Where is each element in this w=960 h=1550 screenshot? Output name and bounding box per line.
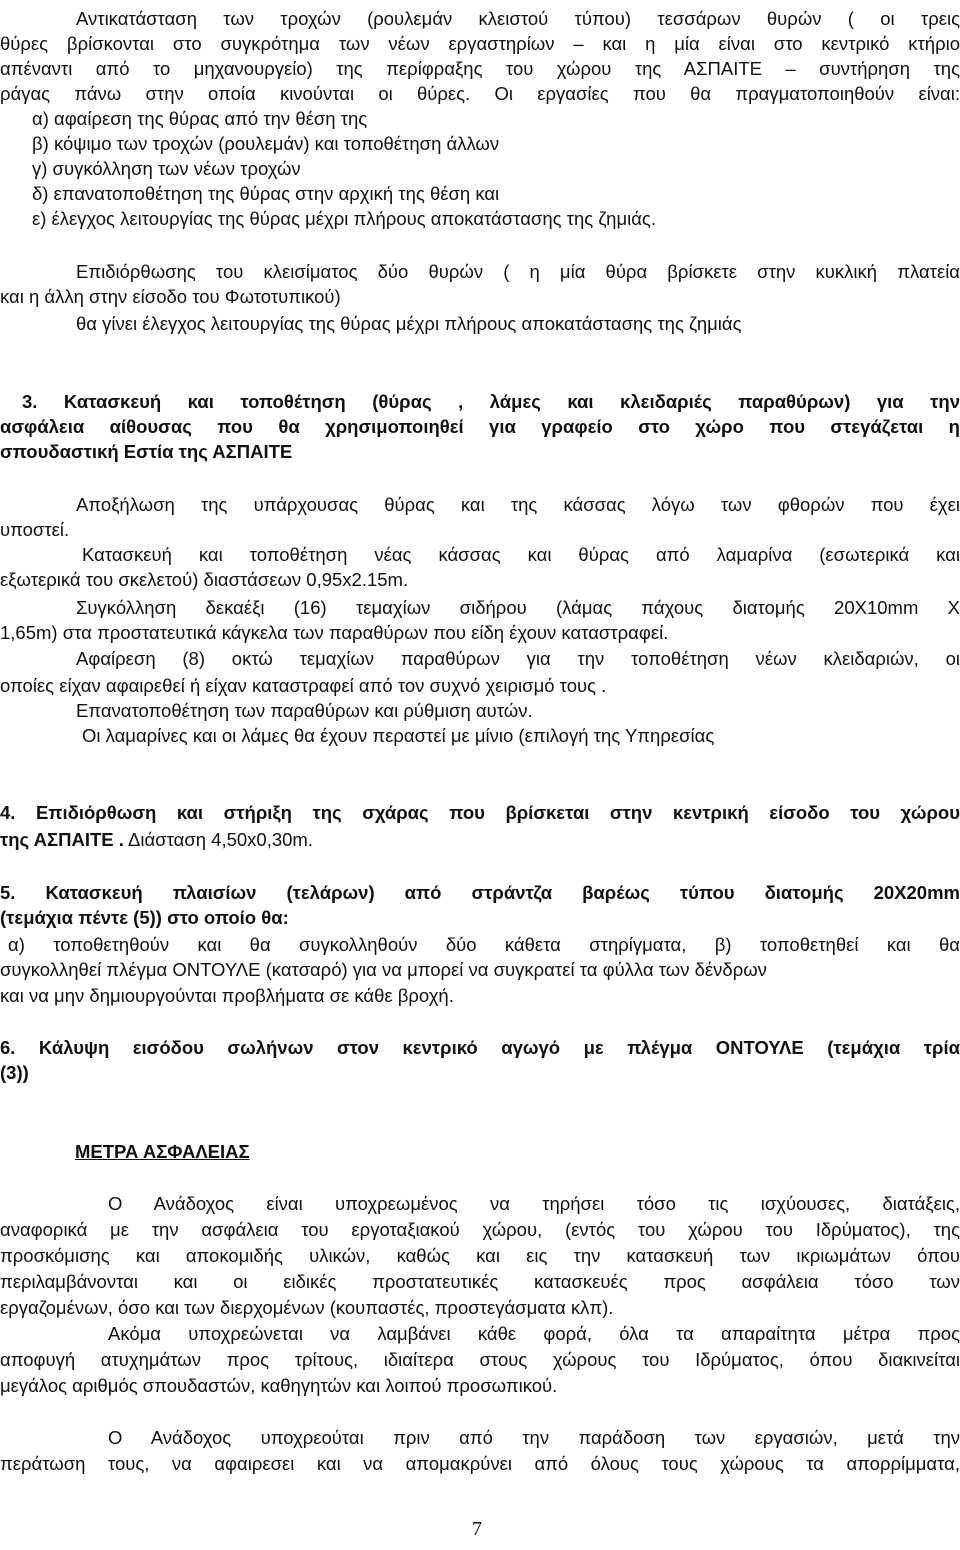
safety-p1-line: εργαζομένων, όσο και των διερχομένων (κουπαστές, προστεγάσματα κλπ).: [0, 1297, 614, 1318]
section3-heading-line1: 3. Κατασκευή και τοποθέτηση (θύρας , λάμες και κλειδαριές παραθύρων) για την: [22, 391, 960, 412]
safety-p2-line: μεγάλος αριθμός σπουδαστών, καθηγητών και λοιπού προσωπικού.: [0, 1375, 558, 1396]
section3-p1-line2: υποστεί.: [0, 519, 70, 540]
section6-heading-line2: (3)): [0, 1062, 29, 1083]
section5-line1: α) τοποθετηθούν και θα συγκολληθούν δύο κάθετα στηρίγματα, β) τοποθετηθεί και θα: [8, 934, 960, 955]
safety-p3-line: περάτωση τους, να αφαιρεσει και να απομακρύνει από όλους τους χώρους τα απορρίμματα,: [0, 1453, 960, 1474]
section1-line2: θύρες βρίσκονται στο συγκρότημα των νέων εργαστηρίων – και η μία είναι στο κεντρικό κτήριο: [0, 33, 960, 54]
section5-line3: και να μην δημιουργούνται προβλήματα σε κάθε βροχή.: [0, 985, 454, 1006]
repair-doors-line2: και η άλλη στην είσοδο του Φωτοτυπικού): [0, 286, 341, 307]
list-item: α) αφαίρεση της θύρας από την θέση της: [32, 108, 368, 129]
repair-doors-line3: θα γίνει έλεγχος λειτουργίας της θύρας μέχρι πλήρους αποκατάστασης της ζημιάς: [76, 313, 742, 334]
section5-heading-line2: (τεμάχια πέντε (5)) στο οποίο θα:: [0, 907, 289, 928]
safety-heading: ΜΕΤΡΑ ΑΣΦΑΛΕΙΑΣ: [75, 1141, 250, 1162]
section3-p1-line1: Αποξήλωση της υπάρχουσας θύρας και της κάσσας λόγω των φθορών που έχει: [76, 494, 960, 515]
list-item: γ) συγκόλληση των νέων τροχών: [32, 158, 301, 179]
section4-title-end: της ΑΣΠΑΙΤΕ .: [0, 829, 124, 850]
list-item: β) κόψιμο των τροχών (ρουλεμάν) και τοποθέτηση άλλων: [32, 133, 500, 154]
section3-p2-line2: εξωτερικά του σκελετού) διαστάσεων 0,95x2.15m.: [0, 569, 409, 590]
section3-p4-line2: οποίες είχαν αφαιρεθεί ή είχαν καταστραφεί από τον συχνό χειρισμό τους .: [0, 675, 607, 696]
section3-p4-line1: Αφαίρεση (8) οκτώ τεμαχίων παραθύρων για την τοποθέτηση νέων κλειδαριών, οι: [76, 648, 960, 669]
section1-line4: ράγας πάνω στην οποία κινούνται οι θύρες. Οι εργασίες που θα πραγματοποιηθούν είναι:: [0, 83, 960, 104]
section6-heading-line1: 6. Κάλυψη εισόδου σωλήνων στον κεντρικό αγωγό με πλέγμα ΟΝΤΟΥΛΕ (τεμάχια τρία: [0, 1037, 960, 1058]
section3-heading-line3: σπουδαστική Εστία της ΑΣΠΑΙΤΕ: [0, 441, 293, 462]
safety-p1-line: αναφορικά με την ασφάλεια του εργοταξιακού χώρου, (εντός του χώρου του Ιδρύματος), της: [0, 1219, 960, 1240]
list-item: δ) επανατοποθέτηση της θύρας στην αρχική της θέση και: [32, 183, 500, 204]
list-item: ε) έλεγχος λειτουργίας της θύρας μέχρι πλήρους αποκατάστασης της ζημιάς.: [32, 208, 656, 229]
safety-p1-line: περιλαμβάνονται και οι ειδικές προστατευτικές κατασκευές προς ασφάλεια τόσο των: [0, 1271, 960, 1292]
section5-heading-line1: 5. Κατασκευή πλαισίων (τελάρων) από στράντζα βαρέως τύπου διατομής 20Χ20mm: [0, 882, 960, 903]
section5-line2: συγκολληθεί πλέγμα ΟΝΤΟΥΛΕ (κατσαρό) για να μπορεί να συγκρατεί τα φύλλα των δένδρων: [0, 959, 767, 980]
safety-p1-line: Ο Ανάδοχος είναι υποχρεωμένος να τηρήσει τόσο τις ισχύουσες, διατάξεις,: [108, 1193, 960, 1214]
section3-p2-line1: Κατασκευή και τοποθέτηση νέας κάσσας και θύρας από λαμαρίνα (εσωτερικά και: [82, 544, 960, 565]
section4-heading-line1: 4. Επιδιόρθωση και στήριξη της σχάρας που βρίσκεται στην κεντρική είσοδο του χώρου: [0, 802, 960, 823]
safety-p2-line: Ακόμα υποχρεώνεται να λαμβάνει κάθε φορά, όλα τα απαραίτητα μέτρα προς: [108, 1323, 960, 1344]
section3-p3-line2: 1,65m) στα προστατευτικά κάγκελα των παραθύρων που είδη έχουν καταστραφεί.: [0, 622, 669, 643]
section3-p3-line1: Συγκόλληση δεκαέξι (16) τεμαχίων σιδήρου (λάμας πάχους διατομής 20Χ10mm Χ: [76, 597, 960, 618]
section1-line1: Αντικατάσταση των τροχών (ρουλεμάν κλειστού τύπου) τεσσάρων θυρών ( οι τρεις: [76, 8, 960, 29]
safety-p2-line: αποφυγή ατυχημάτων προς τρίτους, ιδιαίτερα στους χώρους του Ιδρύματος, όπου διακινείται: [0, 1349, 960, 1370]
page-number: 7: [472, 1518, 482, 1540]
section3-heading-line2: ασφάλεια αίθουσας που θα χρησιμοποιηθεί για γραφείο στο χώρο που στεγάζεται η: [0, 416, 960, 437]
repair-doors-line1: Επιδιόρθωσης του κλεισίματος δύο θυρών ( η μία θύρα βρίσκετε στην κυκλική πλατεία: [76, 261, 960, 282]
section3-p6: Οι λαμαρίνες και οι λάμες θα έχουν περαστεί με μίνιο (επιλογή της Υπηρεσίας: [82, 725, 715, 746]
safety-p1-line: προσκόμισης και αποκομιδής υλικών, καθώς και εις την κατασκευή των ικριωμάτων όπου: [0, 1245, 960, 1266]
section3-p5: Επανατοποθέτηση των παραθύρων και ρύθμιση αυτών.: [76, 700, 533, 721]
safety-p3-line: Ο Ανάδοχος υποχρεούται πριν από την παράδοση των εργασιών, μετά την: [108, 1427, 960, 1448]
section4-heading-line2: [0, 828, 960, 852]
section1-line3: απέναντι από το μηχανουργείο) της περίφραξης του χώρου της ΑΣΠΑΙΤΕ – συντήρηση της: [0, 58, 960, 79]
section4-dimensions: Διάσταση 4,50x0,30m.: [128, 829, 313, 850]
